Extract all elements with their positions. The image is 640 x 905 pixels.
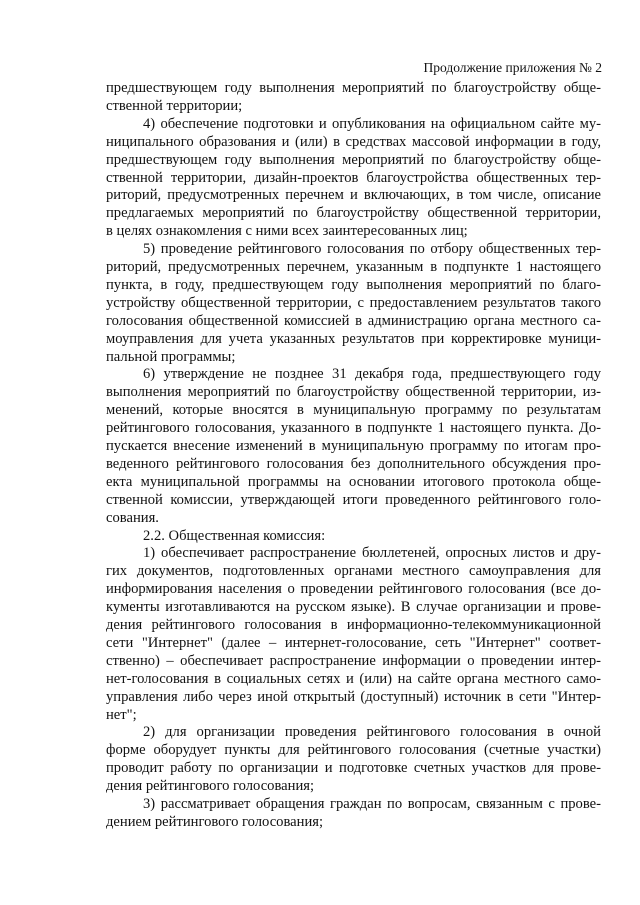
text-line: 6) утверждение не позднее 31 декабря года, предшествующего году [143,366,601,383]
text-line: ниципального образования и (или) в средствах массовой информации в году, [106,133,601,150]
text-line: менений, которые вносятся в муниципальную программу по результатам [106,402,601,419]
text-line: пункта, в году, предшествующем году выполнения мероприятий по благо- [106,276,601,293]
text-line: екта муниципальной программы на основании итогового протокола обще- [106,473,601,490]
text-line: 5) проведение рейтингового голосования по отбору общественных тер- [143,241,601,258]
text-line: 2) для организации проведения рейтингового голосования в очной [143,724,601,741]
text-line: голосования общественной комиссией в администрацию органа местного са- [106,312,601,329]
text-line: кументы изготавливаются на русском языке). В случае организации и прове- [106,599,601,616]
text-line: дения рейтингового голосования в информационно-телекоммуникационной [106,617,601,633]
text-line: ственной территории, дизайн-проектов благоустройства общественных тер- [106,169,601,186]
text-line: предшествующем году выполнения мероприятий по благоустройству обще- [106,151,601,168]
text-line: веденного рейтингового голосования без дополнительного обсуждения про- [106,455,601,472]
text-line: ственной территории; [106,97,243,114]
text-line: пускается внесение изменений в муниципальную программу по итогам про- [106,438,601,454]
text-line: управления либо через иной открытый (доступный) источник в сети "Интер- [106,688,601,705]
text-line: ственно) – обеспечивает распространение информации о проведении интер- [106,652,601,669]
text-line: гих документов, подготовленных органами местного самоуправления для [106,563,601,580]
page-header: Продолжение приложения № 2 [423,60,602,75]
text-line: ственной комиссии, утверждающей итоги проведенного рейтингового голо- [106,491,601,508]
text-line: моуправления для учета указанных результатов при корректировке муници- [106,330,601,347]
text-line: информирования населения о проведении рейтингового голосования (все до- [106,581,601,598]
text-line: нет-голосования в социальных сетях и (или) на сайте органа местного само- [106,670,601,687]
text-line: устройству общественной территории, с предоставлением результатов такого [106,294,601,311]
text-line: пальной программы; [106,348,236,365]
text-line: сети "Интернет" (далее – интернет-голосование, сеть "Интернет" соответ- [106,634,601,651]
text-line: сования. [106,509,159,526]
text-line: риторий, предусмотренных перечнем, указанным в подпункте 1 настоящего [106,259,601,275]
text-line: риторий, предусмотренных перечнем и включающих, в том числе, описание [106,187,601,204]
text-line: форме оборудует пункты для рейтингового голосования (счетные участки) [106,742,601,759]
text-line: 1) обеспечивает распространение бюллетеней, опросных листов и дру- [143,545,601,562]
text-line: дения рейтингового голосования; [106,778,315,795]
text-line: 2.2. Общественная комиссия: [143,527,326,544]
text-line: дением рейтингового голосования; [106,813,324,830]
text-line: нет"; [106,706,137,723]
text-line: 4) обеспечение подготовки и опубликования на официальном сайте му- [143,115,601,132]
text-line: предшествующем году выполнения мероприятий по благоустройству обще- [106,80,601,96]
text-line: предлагаемых мероприятий по благоустройству общественной территории, [106,205,601,222]
text-line: выполнения мероприятий по благоустройству общественной территории, из- [106,384,601,401]
text-line: рейтингового голосования, указанного в подпункте 1 настоящего пункта. До- [106,420,601,437]
text-line: 3) рассматривает обращения граждан по вопросам, связанным с прове- [143,796,601,812]
text-line: проводит работу по организации и подготовке счетных участков для прове- [106,760,601,777]
text-line: в целях ознакомления с ними всех заинтересованных лиц; [106,223,468,240]
